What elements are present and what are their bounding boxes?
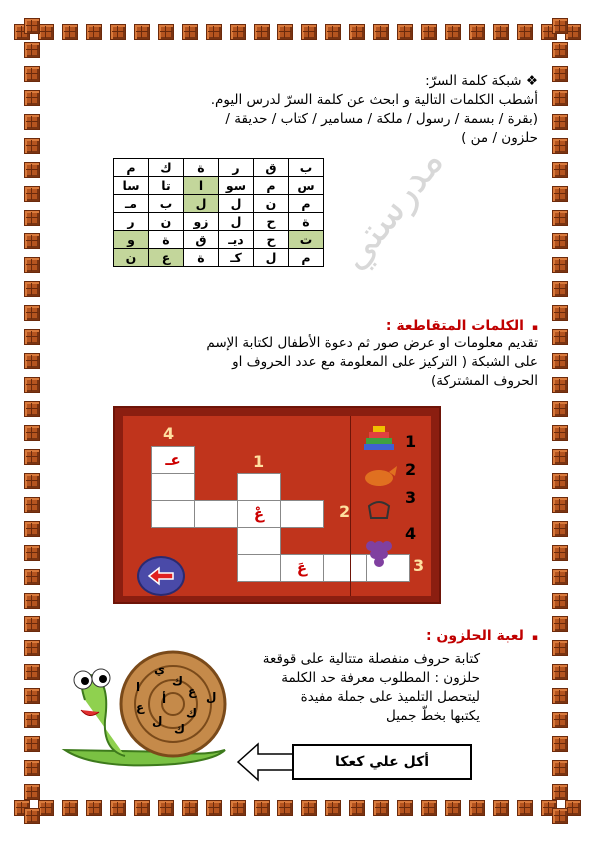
left-border <box>24 0 46 842</box>
grid-cell: م <box>289 249 324 267</box>
section2-line1: تقديم معلومات او عرض صور ثم دعوة الأطفال لكتابة الإسم <box>206 335 538 351</box>
grid-cell: س <box>289 177 324 195</box>
brick-border-icon <box>254 24 270 40</box>
brick-border-icon <box>421 24 437 40</box>
section3-body <box>230 650 480 726</box>
clue-number-3: 3 <box>413 556 425 575</box>
brick-border-icon <box>552 186 568 202</box>
brick-border-icon <box>325 800 341 816</box>
brick-border-icon <box>552 545 568 561</box>
picture-number-3: 3 <box>405 488 417 507</box>
brick-border-icon <box>277 24 293 40</box>
grid-cell: م <box>254 177 289 195</box>
brick-border-icon <box>24 257 40 273</box>
grid-cell: كـ <box>219 249 254 267</box>
brick-border-icon <box>24 186 40 202</box>
brick-border-icon <box>373 24 389 40</box>
section2-line2: على الشبكة ( التركيز على المعلومة مع عدد الحروف او <box>232 354 538 370</box>
answer-sentence: أكل علي كعكا <box>292 744 472 780</box>
brick-border-icon <box>552 473 568 489</box>
brick-border-icon <box>552 593 568 609</box>
brick-border-icon <box>182 800 198 816</box>
grid-cell: ن <box>149 213 184 231</box>
brick-border-icon <box>24 497 40 513</box>
brick-border-icon <box>24 712 40 728</box>
grid-cell: سو <box>219 177 254 195</box>
brick-border-icon <box>24 138 40 154</box>
top-border <box>0 24 595 46</box>
clue-pictures-panel <box>350 416 431 596</box>
brick-border-icon <box>206 800 222 816</box>
grid-cell: م <box>289 195 324 213</box>
brick-border-icon <box>349 800 365 816</box>
brick-border-icon <box>552 329 568 345</box>
right-border <box>552 0 574 842</box>
brick-border-icon <box>552 66 568 82</box>
brick-border-icon <box>134 24 150 40</box>
square-bullet-icon: ▪ <box>531 323 538 333</box>
grid-cell: سا <box>114 177 149 195</box>
brick-border-icon <box>552 664 568 680</box>
brick-border-icon <box>110 800 126 816</box>
grid-row <box>114 213 324 231</box>
brick-border-icon <box>301 800 317 816</box>
brick-border-icon <box>86 800 102 816</box>
grid-row <box>114 249 324 267</box>
grid-row <box>114 177 324 195</box>
brick-border-icon <box>552 138 568 154</box>
brick-border-icon <box>325 24 341 40</box>
crossword-cell: عـ <box>151 446 195 474</box>
picture-number-1: 1 <box>405 432 417 451</box>
word-list-line1: (بقرة / بسمة / رسول / ملكة / مسامير / كتاب / حديقة / <box>225 111 538 127</box>
crossword-cell <box>151 500 195 528</box>
shell-letter: ل <box>206 690 217 704</box>
grid-cell: ة <box>149 231 184 249</box>
brick-border-icon <box>24 640 40 656</box>
grid-cell: مـ <box>114 195 149 213</box>
brick-border-icon <box>552 42 568 58</box>
brick-border-icon <box>24 90 40 106</box>
square-bullet-icon: ▪ <box>531 633 538 643</box>
brick-border-icon <box>552 497 568 513</box>
crossword-cell: عَ <box>280 554 324 582</box>
grid-cell: ق <box>184 231 219 249</box>
brick-border-icon <box>86 24 102 40</box>
clue-number-4: 4 <box>163 424 175 443</box>
grid-row <box>114 195 324 213</box>
brick-border-icon <box>24 281 40 297</box>
brick-border-icon <box>552 401 568 417</box>
brick-border-icon <box>469 800 485 816</box>
grid-cell: ر <box>219 159 254 177</box>
brick-border-icon <box>552 521 568 537</box>
brick-border-icon <box>24 329 40 345</box>
clue-number-2: 2 <box>339 502 351 521</box>
shell-letter: ي <box>154 662 165 676</box>
brick-border-icon <box>517 800 533 816</box>
crossword-game-image <box>113 406 441 604</box>
brick-border-icon <box>62 800 78 816</box>
brick-border-icon <box>24 449 40 465</box>
brick-border-icon <box>24 425 40 441</box>
grid-cell: م <box>114 159 149 177</box>
crossword-board <box>123 416 431 596</box>
section1-title: ❖ شبكة كلمة السرّ: <box>425 73 538 89</box>
section1-instruction: أشطب الكلمات التالية و ابحث عن كلمة السرّ لدرس اليوم. <box>210 92 538 108</box>
brick-border-icon <box>24 377 40 393</box>
brick-border-icon <box>445 24 461 40</box>
brick-border-icon <box>552 569 568 585</box>
brick-border-icon <box>552 305 568 321</box>
grid-cell: ر <box>114 213 149 231</box>
brick-border-icon <box>24 233 40 249</box>
brick-border-icon <box>24 42 40 58</box>
brick-border-icon <box>24 162 40 178</box>
left-arrow-icon <box>236 740 296 784</box>
shell-letter: ع <box>136 700 145 714</box>
picture-number-4: 4 <box>405 524 417 543</box>
grid-cell: ن <box>254 195 289 213</box>
picture-number-2: 2 <box>405 460 417 479</box>
shell-letter: ك <box>186 706 197 720</box>
brick-border-icon <box>24 353 40 369</box>
brick-border-icon <box>373 800 389 816</box>
grid-cell: ح <box>254 213 289 231</box>
brick-border-icon <box>552 210 568 226</box>
shell-letter: ع <box>188 684 197 698</box>
brick-border-icon <box>134 800 150 816</box>
clue-pictures-icon <box>359 422 399 592</box>
bottom-border <box>0 800 595 822</box>
brick-border-icon <box>552 162 568 178</box>
brick-border-icon <box>24 401 40 417</box>
password-grid <box>113 158 324 267</box>
grid-cell: ة <box>184 249 219 267</box>
crossword-cell <box>237 473 281 501</box>
snail-icon <box>55 640 235 780</box>
brick-border-icon <box>230 24 246 40</box>
diamond-bullet-icon: ❖ <box>521 73 538 89</box>
brick-border-icon <box>493 24 509 40</box>
grid-cell: زو <box>184 213 219 231</box>
brick-border-icon <box>24 616 40 632</box>
brick-border-icon <box>24 736 40 752</box>
section3-line1: كتابة حروف منفصلة متتالية على قوقعة <box>262 651 480 667</box>
grid-cell: و <box>114 231 149 249</box>
brick-border-icon <box>552 736 568 752</box>
brick-border-icon <box>552 808 568 824</box>
brick-border-icon <box>552 425 568 441</box>
grid-cell: ل <box>254 249 289 267</box>
brick-border-icon <box>24 114 40 130</box>
brick-border-icon <box>552 784 568 800</box>
grid-cell: ل <box>219 213 254 231</box>
shell-letter: ك <box>174 722 185 736</box>
brick-border-icon <box>24 66 40 82</box>
brick-border-icon <box>552 90 568 106</box>
grid-cell: ق <box>254 159 289 177</box>
grid-cell: ب <box>149 195 184 213</box>
grid-cell: ل <box>219 195 254 213</box>
crossword-cell <box>237 527 281 555</box>
grid-cell: ك <box>149 159 184 177</box>
section2 <box>60 318 538 391</box>
word-list-line2: حلزون / من ) <box>461 130 538 146</box>
section3-line3: ليتحصل التلميذ على جملة مفيدة <box>300 689 480 705</box>
brick-border-icon <box>552 114 568 130</box>
section2-line3: الحروف المشتركة) <box>431 373 538 389</box>
brick-border-icon <box>110 24 126 40</box>
brick-border-icon <box>469 24 485 40</box>
brick-border-icon <box>24 569 40 585</box>
brick-border-icon <box>552 353 568 369</box>
brick-border-icon <box>397 24 413 40</box>
section3-line4: يكتبها بخطّ جميل <box>385 708 480 724</box>
brick-border-icon <box>158 24 174 40</box>
brick-border-icon <box>24 664 40 680</box>
brick-border-icon <box>349 24 365 40</box>
watermark: مدرستي <box>330 139 453 279</box>
grid-cell: ع <box>149 249 184 267</box>
brick-border-icon <box>24 593 40 609</box>
clue-number-1: 1 <box>253 452 265 471</box>
grid-cell: ب <box>289 159 324 177</box>
brick-border-icon <box>182 24 198 40</box>
crossword-cell: عْ <box>237 500 281 528</box>
brick-border-icon <box>254 800 270 816</box>
brick-border-icon <box>552 18 568 34</box>
brick-border-icon <box>552 616 568 632</box>
grid-cell: ة <box>184 159 219 177</box>
crossword-cell <box>280 500 324 528</box>
grid-cell: ن <box>114 249 149 267</box>
grid-cell: ا <box>184 177 219 195</box>
brick-border-icon <box>24 760 40 776</box>
brick-border-icon <box>552 281 568 297</box>
brick-border-icon <box>24 210 40 226</box>
grid-cell: ل <box>184 195 219 213</box>
brick-border-icon <box>552 449 568 465</box>
crossword-cell <box>237 554 281 582</box>
brick-border-icon <box>24 688 40 704</box>
brick-border-icon <box>206 24 222 40</box>
shell-letter: أ <box>162 692 167 706</box>
crossword-cell <box>194 500 238 528</box>
section1 <box>60 72 538 148</box>
grid-cell: تا <box>149 177 184 195</box>
brick-border-icon <box>493 800 509 816</box>
brick-border-icon <box>552 688 568 704</box>
brick-border-icon <box>24 473 40 489</box>
brick-border-icon <box>445 800 461 816</box>
brick-border-icon <box>552 760 568 776</box>
brick-border-icon <box>158 800 174 816</box>
brick-border-icon <box>24 545 40 561</box>
brick-border-icon <box>301 24 317 40</box>
brick-border-icon <box>230 800 246 816</box>
brick-border-icon <box>24 784 40 800</box>
section3-line2: حلزون : المطلوب معرفة حد الكلمة <box>281 670 480 686</box>
brick-border-icon <box>552 640 568 656</box>
shell-letter: ا <box>136 680 141 694</box>
brick-border-icon <box>517 24 533 40</box>
back-arrow-button[interactable] <box>137 556 185 596</box>
brick-border-icon <box>24 521 40 537</box>
brick-border-icon <box>552 377 568 393</box>
brick-border-icon <box>277 800 293 816</box>
section2-heading: ▪الكلمات المتقاطعة : <box>385 318 538 334</box>
brick-border-icon <box>24 305 40 321</box>
shell-letter: ك <box>172 674 183 688</box>
brick-border-icon <box>62 24 78 40</box>
brick-border-icon <box>397 800 413 816</box>
crossword-cell <box>151 473 195 501</box>
shell-letter: ل <box>152 714 163 728</box>
brick-border-icon <box>421 800 437 816</box>
section3-heading: ▪لعبة الحلزون : <box>425 628 538 644</box>
brick-border-icon <box>552 712 568 728</box>
grid-row <box>114 159 324 177</box>
brick-border-icon <box>552 257 568 273</box>
grid-cell: ديـ <box>219 231 254 249</box>
brick-border-icon <box>24 808 40 824</box>
grid-cell: ح <box>254 231 289 249</box>
grid-cell: ة <box>289 213 324 231</box>
brick-border-icon <box>24 18 40 34</box>
grid-cell: ت <box>289 231 324 249</box>
brick-border-icon <box>552 233 568 249</box>
grid-row <box>114 231 324 249</box>
